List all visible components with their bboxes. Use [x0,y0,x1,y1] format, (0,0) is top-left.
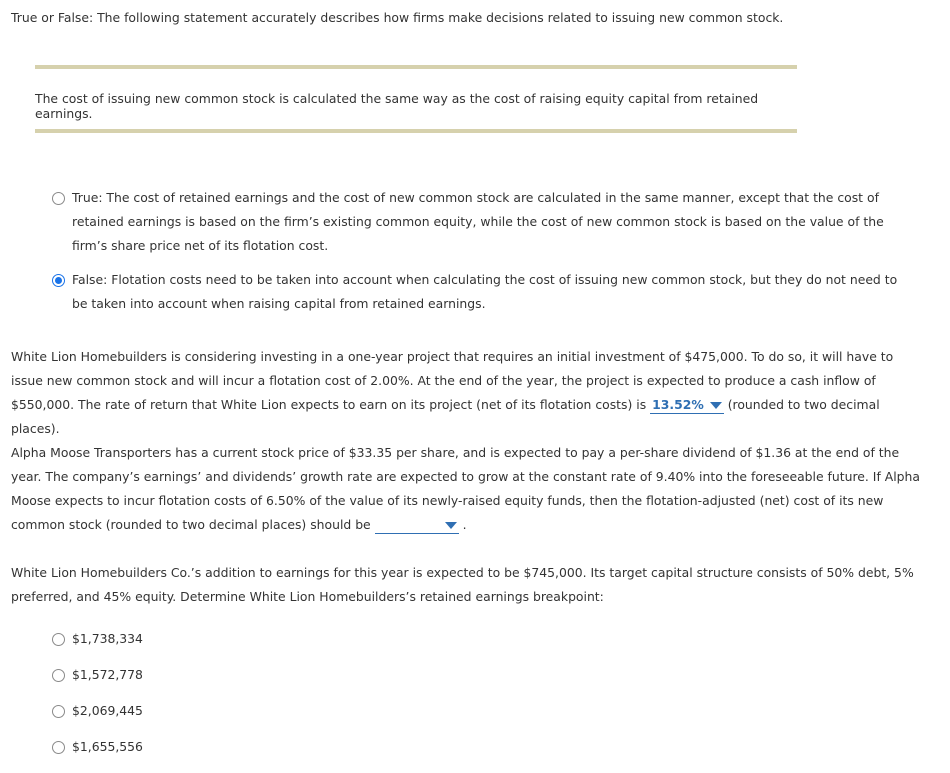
q4-option-3-radio[interactable] [52,705,65,718]
statement-top-rule [35,65,797,69]
question1-intro: True or False: The following statement accurately describes how firms make decisions related to issuing new common stock. [11,10,784,25]
q4-option-3[interactable] [52,704,143,718]
question2-dropdown-value: 13.52% [652,397,704,412]
q4-option-1-label: $1,738,334 [72,631,143,646]
q4-option-4[interactable] [52,740,143,754]
question3-text-after: . [462,517,467,532]
q4-option-2[interactable] [52,668,143,682]
q1-option-false[interactable] [52,268,912,316]
question2-paragraph [11,345,923,441]
q4-option-1[interactable] [52,632,143,646]
chevron-down-icon [710,402,722,409]
q1-option-false-label: False: Flotation costs need to be taken into account when calculating the cost of issuing new common stock, but they do not need to be taken into account when raising capital from retained earnings. [72,272,898,311]
q4-option-1-radio[interactable] [52,633,65,646]
q4-option-4-radio[interactable] [52,741,65,754]
question3-text: Alpha Moose Transporters has a current stock price of $33.35 per share, and is expected to pay a per-share dividend of $1.36 at the end of the year. The company’s earnings’ and dividends’ growth rate are expected to grow at the constant rate of 9.40% into the foreseeable future. If Alpha Moose expects to incur flotation costs of 6.50% of the value of its newly-raised equity funds, then the flotation-adjusted (net) cost of its new common stock (rounded to two decimal places) should be [11,445,920,532]
q1-option-true-radio[interactable] [52,192,65,205]
question2-dropdown[interactable] [650,397,724,414]
question1-statement: The cost of issuing new common stock is calculated the same way as the cost of raising equity capital from retained earnings. [35,91,759,121]
question3-dropdown[interactable] [375,517,459,534]
chevron-down-icon [445,522,457,529]
q1-option-false-radio[interactable] [52,274,65,287]
question3-paragraph [11,441,923,537]
question2-text: White Lion Homebuilders is considering investing in a one-year project that requires an initial investment of $475,000. To do so, it will have to issue new common stock and will incur a flotation cost of 2.00%. At the end of the year, the project is expected to produce a cash inflow of $550,000. The rate of return that White Lion expects to earn on its project (net of its flotation costs) is [11,349,894,412]
question2-text-after: (rounded to two decimal places). [11,397,880,436]
q4-option-4-label: $1,655,556 [72,739,143,754]
q4-option-2-radio[interactable] [52,669,65,682]
q1-option-true[interactable] [52,186,912,258]
question4-text: White Lion Homebuilders Co.’s addition to earnings for this year is expected to be $745,000. Its target capital structure consists of 50% debt, 5% preferred, and 45% equity. Determine White Lion Homebuilders’s retained earnings breakpoint: [11,565,914,604]
q4-option-3-label: $2,069,445 [72,703,143,718]
statement-bottom-rule [35,129,797,133]
q1-option-true-label: True: The cost of retained earnings and the cost of new common stock are calculated in the same manner, except that the cost of retained earnings is based on the firm’s existing common equity, while the cost of new common stock is based on the value of the firm’s share price net of its flotation cost. [72,190,884,253]
q4-option-2-label: $1,572,778 [72,667,143,682]
